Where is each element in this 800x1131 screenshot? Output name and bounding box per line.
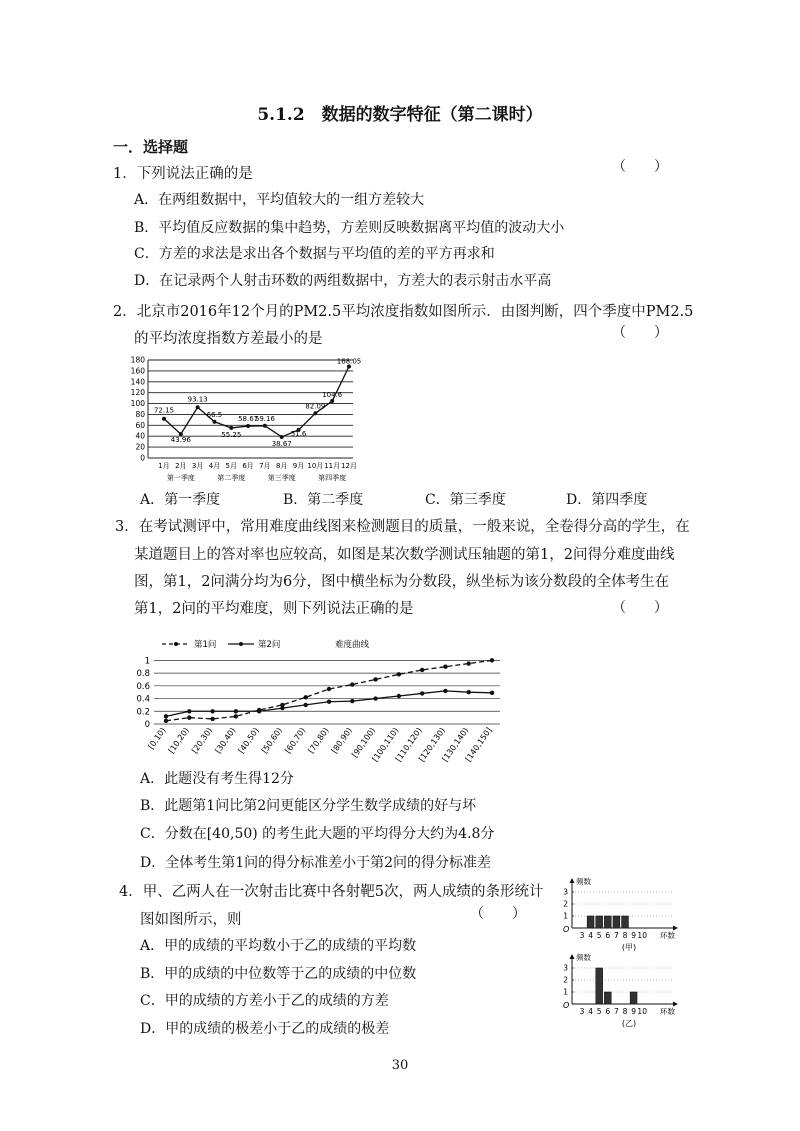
data-point bbox=[229, 426, 233, 430]
q3-stem-line2: 某道题目上的答对率也应较高，如图是某次数学测试压轴题的第1，2问得分难度曲线 bbox=[134, 547, 675, 563]
x-tick-label: [10,20) bbox=[166, 725, 191, 756]
x-tick-label: 5月 bbox=[225, 462, 238, 470]
q1-data-point bbox=[373, 677, 377, 681]
y-tick-label: 1 bbox=[563, 987, 568, 997]
x-tick-label: [100,110) bbox=[370, 725, 401, 763]
data-point bbox=[313, 411, 317, 415]
q3-option-a: A．此题没有考生得12分 bbox=[140, 771, 294, 787]
q2-option-b: B．第二季度 bbox=[283, 492, 364, 508]
data-label: 168.05 bbox=[336, 357, 362, 366]
q1-data-point bbox=[164, 719, 168, 723]
difficulty-curve-chart bbox=[130, 628, 510, 763]
quarter-label: 第一季度 bbox=[166, 474, 195, 482]
data-label: 51.6 bbox=[290, 429, 307, 438]
origin-label: O bbox=[563, 925, 570, 934]
y-tick-label: 40 bbox=[135, 431, 145, 441]
x-tick-label: 7月 bbox=[259, 462, 271, 470]
y-tick-label: 2 bbox=[563, 975, 568, 985]
data-point bbox=[162, 417, 166, 421]
data-point bbox=[212, 420, 216, 424]
bar bbox=[587, 916, 594, 928]
data-point bbox=[263, 424, 267, 428]
x-tick-label: 4 bbox=[588, 1007, 593, 1016]
legend-label-q2: 第2问 bbox=[258, 640, 281, 650]
y-tick-label: 20 bbox=[135, 442, 145, 452]
x-tick-label: [80,90) bbox=[329, 725, 354, 756]
q3-option-c: C．分数在[40,50) 的考生此大题的平均得分大约为4.8分 bbox=[140, 826, 495, 842]
y-tick-label: 0.8 bbox=[136, 669, 150, 680]
q1-data-point bbox=[234, 714, 238, 718]
x-tick-label: [0,10) bbox=[146, 725, 168, 751]
q1-option-c: C．方差的求法是求出各个数据与平均值的差的平方再求和 bbox=[134, 246, 495, 262]
q3-answer-paren: （ ） bbox=[612, 600, 668, 616]
legend-label-q1: 第1问 bbox=[194, 640, 217, 650]
pm25-line-chart bbox=[128, 354, 368, 484]
y-tick-label: 2 bbox=[563, 899, 568, 909]
data-point bbox=[196, 405, 200, 409]
bar bbox=[596, 916, 603, 928]
q2-data-point bbox=[420, 691, 424, 695]
q2-data-point bbox=[304, 703, 308, 707]
q4-stem-line2: 图如图所示，则 bbox=[140, 912, 242, 928]
q2-stem-line2: 的平均浓度指数方差最小的是 bbox=[134, 331, 323, 347]
q2-data-point bbox=[397, 694, 401, 698]
bar-chart-yi bbox=[552, 952, 692, 1036]
page-number: 30 bbox=[391, 1058, 409, 1073]
legend-marker-q2 bbox=[239, 642, 243, 646]
y-tick-label: 3 bbox=[563, 963, 568, 973]
chart-title: 难度曲线 bbox=[335, 640, 370, 650]
q2-data-point bbox=[257, 709, 261, 713]
q2-data-point bbox=[187, 709, 191, 713]
x-tick-label: [140,150] bbox=[463, 725, 494, 763]
y-tick-label: 0 bbox=[140, 453, 145, 463]
section-heading: 一．选择题 bbox=[113, 138, 189, 156]
data-label: 104.6 bbox=[322, 391, 343, 400]
q1-data-point bbox=[467, 661, 471, 665]
q2-data-point bbox=[467, 690, 471, 694]
chart-caption: (甲) bbox=[621, 943, 637, 952]
data-label: 38.67 bbox=[271, 439, 292, 448]
x-tick-label: 3月 bbox=[191, 462, 204, 470]
x-tick-label: [110,120) bbox=[393, 725, 424, 763]
chart-caption: (乙) bbox=[621, 1019, 637, 1028]
q3-stem-line4: 第1，2问的平均难度，则下列说法正确的是 bbox=[134, 601, 414, 617]
x-tick-label: [70,80) bbox=[306, 725, 331, 756]
y-tick-label: 80 bbox=[135, 409, 145, 419]
q1-data-point bbox=[327, 687, 331, 691]
x-tick-label: 3 bbox=[579, 1007, 585, 1016]
data-label: 66.5 bbox=[206, 410, 223, 419]
q2-data-point bbox=[490, 691, 494, 695]
q2-stem-line1: 2．北京市2016年12个月的PM2.5平均浓度指数如图所示．由图判断，四个季度中PM2.5 bbox=[113, 304, 694, 320]
origin-label: O bbox=[563, 1001, 570, 1010]
q3-stem-line3: 图，第1，2问满分均为6分，图中横坐标为分数段，纵坐标为该分数段的全体考生在 bbox=[134, 574, 670, 590]
y-tick-label: 140 bbox=[130, 377, 145, 387]
x-tick-label: 5 bbox=[596, 931, 602, 940]
x-tick-label: [60,70) bbox=[283, 725, 308, 756]
y-tick-label: 160 bbox=[130, 366, 145, 376]
q2-data-point bbox=[350, 699, 354, 703]
x-axis-label: 环数 bbox=[660, 1007, 675, 1016]
q2-option-d: D．第四季度 bbox=[566, 492, 648, 508]
y-tick-label: 3 bbox=[563, 887, 568, 897]
x-tick-label: [30,40) bbox=[213, 725, 238, 756]
q1-answer-paren: （ ） bbox=[612, 159, 668, 175]
bar bbox=[604, 992, 611, 1004]
q2-data-point bbox=[164, 714, 168, 718]
bar-chart-jia bbox=[552, 876, 692, 958]
x-tick-label: 10 bbox=[637, 1007, 647, 1016]
y-tick-label: 0.2 bbox=[136, 707, 150, 718]
q2-data-point bbox=[327, 700, 331, 704]
x-tick-label: [50,60) bbox=[259, 725, 285, 756]
q1-option-a: A．在两组数据中，平均值较大的一组方差较大 bbox=[134, 192, 425, 208]
q2-option-c: C．第三季度 bbox=[425, 492, 506, 508]
x-tick-label: [130,140) bbox=[440, 725, 471, 763]
q4-option-a: A．甲的成绩的平均数小于乙的成绩的平均数 bbox=[140, 938, 417, 954]
q2-data-point bbox=[280, 706, 284, 710]
q2-data-point bbox=[234, 709, 238, 713]
q2-data-point bbox=[373, 696, 377, 700]
x-tick-label: 8 bbox=[622, 1007, 628, 1016]
x-tick-label: 6月 bbox=[242, 462, 254, 470]
q1-data-point bbox=[304, 695, 308, 699]
y-axis-arrow bbox=[570, 878, 575, 883]
data-label: 55.25 bbox=[221, 430, 242, 439]
page-title: 5.1.2 数据的数字特征（第二课时） bbox=[257, 105, 543, 125]
y-axis-label: 频数 bbox=[576, 953, 591, 962]
y-tick-label: 1 bbox=[563, 911, 568, 921]
q3-option-b: B．此题第1问比第2问更能区分学生数学成绩的好与坏 bbox=[140, 798, 477, 814]
y-tick-label: 0.6 bbox=[136, 681, 150, 692]
q1-data-point bbox=[443, 665, 447, 669]
data-point bbox=[280, 435, 284, 439]
q4-option-d: D．甲的成绩的极差小于乙的成绩的极差 bbox=[140, 1021, 390, 1037]
q1-option-b: B．平均值反应数据的集中趋势，方差则反映数据离平均值的波动大小 bbox=[134, 220, 565, 236]
y-tick-label: 0 bbox=[144, 720, 150, 730]
q2-data-point bbox=[443, 689, 447, 693]
x-tick-label: 12月 bbox=[341, 462, 357, 470]
x-tick-label: [90,100) bbox=[350, 725, 378, 760]
x-axis-arrow bbox=[673, 926, 678, 931]
y-axis-arrow bbox=[570, 954, 575, 959]
legend-marker-q1 bbox=[174, 642, 178, 646]
q1-data-point bbox=[490, 658, 494, 662]
x-tick-label: 10 bbox=[637, 931, 647, 940]
bar bbox=[622, 916, 629, 928]
q1-data-point bbox=[350, 682, 354, 686]
x-axis-arrow bbox=[673, 1002, 678, 1007]
q2-option-a: A．第一季度 bbox=[140, 492, 221, 508]
x-tick-label: 2月 bbox=[175, 462, 187, 470]
x-tick-label: 9月 bbox=[292, 462, 305, 470]
q1-option-d: D．在记录两个人射击环数的两组数据中，方差大的表示射击水平高 bbox=[134, 273, 552, 289]
data-label: 93.13 bbox=[187, 395, 208, 404]
quarter-label: 第二季度 bbox=[217, 474, 246, 482]
data-label: 59.16 bbox=[254, 414, 275, 423]
x-tick-label: 9 bbox=[631, 931, 636, 940]
x-axis-label: 环数 bbox=[660, 931, 675, 940]
bar bbox=[613, 916, 620, 928]
x-tick-label: 7 bbox=[614, 931, 619, 940]
q1-data-point bbox=[210, 717, 214, 721]
x-tick-label: 5 bbox=[596, 1007, 602, 1016]
data-label: 82.09 bbox=[305, 402, 326, 411]
y-tick-label: 100 bbox=[130, 399, 145, 409]
q2-data-point bbox=[210, 709, 214, 713]
q4-option-c: C．甲的成绩的方差小于乙的成绩的方差 bbox=[140, 993, 389, 1009]
x-tick-label: 7 bbox=[614, 1007, 619, 1016]
q4-option-b: B．甲的成绩的中位数等于乙的成绩的中位数 bbox=[140, 966, 417, 982]
y-tick-label: 180 bbox=[130, 355, 145, 365]
quarter-label: 第三季度 bbox=[267, 474, 296, 482]
x-tick-label: 4 bbox=[588, 931, 593, 940]
x-tick-label: 9 bbox=[631, 1007, 636, 1016]
data-label: 43.96 bbox=[170, 436, 191, 445]
x-tick-label: 1月 bbox=[158, 462, 170, 470]
y-tick-label: 120 bbox=[130, 388, 145, 398]
x-tick-label: [40,50) bbox=[236, 725, 261, 756]
q1-data-point bbox=[420, 668, 424, 672]
x-tick-label: 3 bbox=[579, 931, 585, 940]
q3-stem-line1: 3．在考试测评中，常用难度曲线图来检测题目的质量，一般来说，全卷得分高的学生，在 bbox=[115, 519, 690, 535]
data-label: 72.15 bbox=[153, 406, 175, 415]
bar bbox=[630, 992, 637, 1004]
x-tick-label: [120,130) bbox=[417, 725, 448, 763]
x-tick-label: 6 bbox=[605, 1007, 611, 1016]
data-point bbox=[246, 424, 250, 428]
x-tick-label: 11月 bbox=[324, 462, 341, 470]
x-tick-label: 6 bbox=[605, 931, 611, 940]
q1-data-point bbox=[187, 715, 191, 719]
bar bbox=[596, 968, 603, 1004]
q3-option-d: D．全体考生第1问的得分标准差小于第2问的得分标准差 bbox=[140, 855, 492, 871]
x-tick-label: [20,30) bbox=[190, 725, 215, 756]
data-label: 58.67 bbox=[238, 415, 259, 424]
q4-answer-paren: （ ） bbox=[470, 906, 526, 922]
x-tick-label: 4月 bbox=[208, 462, 221, 470]
data-point bbox=[330, 399, 334, 403]
quarter-label: 第四季度 bbox=[318, 474, 347, 482]
y-tick-label: 60 bbox=[135, 420, 145, 430]
x-tick-label: 10月 bbox=[307, 462, 324, 470]
y-axis-label: 频数 bbox=[576, 877, 591, 886]
q4-stem-line1: 4．甲、乙两人在一次射击比赛中各射靶5次，两人成绩的条形统计 bbox=[119, 884, 544, 900]
bar bbox=[604, 916, 611, 928]
x-tick-label: 8月 bbox=[275, 462, 288, 470]
y-tick-label: 0.4 bbox=[136, 694, 150, 705]
y-tick-label: 1 bbox=[144, 656, 150, 667]
x-tick-label: 8 bbox=[622, 931, 628, 940]
q2-answer-paren: （ ） bbox=[612, 325, 668, 341]
q1-stem: 1．下列说法正确的是 bbox=[113, 166, 253, 182]
q1-data-point bbox=[397, 672, 401, 676]
